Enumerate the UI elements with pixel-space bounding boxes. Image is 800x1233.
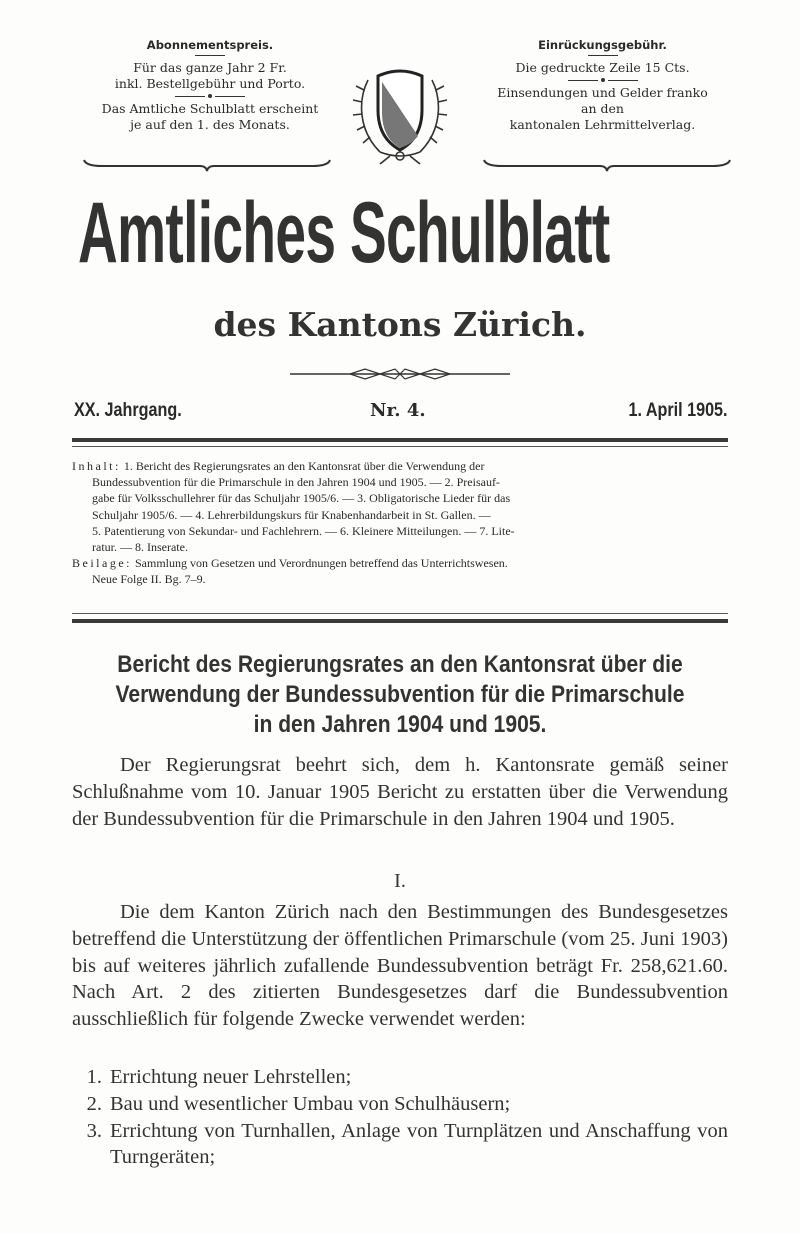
insertion-fee-box xyxy=(470,38,735,133)
subscription-line: inkl. Bestellgebühr und Porto. xyxy=(114,76,306,91)
divider xyxy=(588,55,618,56)
volume-label: XX. Jahrgang. xyxy=(74,400,182,421)
supplement-line: Neue Folge II. Bg. 7–9. xyxy=(92,572,206,587)
header-rule-thick xyxy=(72,438,728,442)
brace-right xyxy=(482,158,732,172)
section-number: I. xyxy=(394,870,406,892)
purpose-list xyxy=(72,1064,728,1171)
list-number: 3. xyxy=(86,1119,102,1142)
contents-line: ratur. — 8. Inserate. xyxy=(92,540,188,555)
paragraph-1: Die dem Kanton Zürich nach den Bestimmungen des Bundesgesetzes betreffend die Unterstützung der öffentlichen Primarschule (vom 25. Juni 1903) bis auf weiteres jährlich zufallende Bundessubvention beträgt Fr. 258,621.60. Nach Art. 2 des zitierten Bundesgesetzes darf die Bundessubvention ausschließlich für folgende Zwecke verwendet werden: xyxy=(72,901,728,1031)
contents-line: Schuljahr 1905/6. — 4. Lehrerbildungskurs für Knabenhandarbeit in St. Gallen. — xyxy=(92,507,491,522)
insertion-line: an den xyxy=(581,101,624,116)
list-number: 1. xyxy=(86,1066,102,1088)
divider xyxy=(195,55,225,56)
contents-line: Bundessubvention für die Primarschule in den Jahren 1904 und 1905. — 2. Preisauf- xyxy=(92,475,500,490)
article-title-line: Verwendung der Bundessubvention für die Primarschule xyxy=(115,681,685,708)
coat-of-arms-icon xyxy=(340,60,460,170)
intro-paragraph: Der Regierungsrat beehrt sich, dem h. Kantonsrate gemäß seiner Schlußnahme vom 10. Januar 1905 Bericht zu erstatten über die Verwendung der Bundessubvention für die Primarschule in den Jahren 1904 und 1905. xyxy=(72,754,728,830)
list-text: Errichtung von Turnhallen, Anlage von Turnplätzen und Anschaffung von Turngeräten; xyxy=(110,1119,728,1169)
ornament-rule xyxy=(290,367,510,381)
subscription-heading: Abonnementspreis. xyxy=(146,38,274,52)
subscription-price-box xyxy=(85,38,335,133)
issue-number: Nr. 4. xyxy=(370,400,426,421)
ornament-divider xyxy=(85,94,335,98)
subscription-line: Für das ganze Jahr 2 Fr. xyxy=(133,60,287,75)
table-of-contents xyxy=(72,458,728,588)
article-paragraph xyxy=(72,899,728,1033)
list-text: Errichtung neuer Lehrstellen; xyxy=(110,1066,352,1088)
article-title xyxy=(40,650,760,740)
issue-date: 1. April 1905. xyxy=(628,400,728,421)
page-title: Amtliches Schulblatt xyxy=(78,185,610,281)
contents-line: 5. Patentierung von Sekundar- und Fachlehrern. — 6. Kleinere Mitteilungen. — 7. Lite- xyxy=(92,523,515,538)
ornament-divider xyxy=(470,78,735,82)
contents-rule-thick xyxy=(72,619,728,623)
supplement-label: Beilage: xyxy=(72,556,132,571)
list-item xyxy=(72,1091,728,1118)
list-item xyxy=(72,1118,728,1172)
insertion-line: Die gedruckte Zeile 15 Cts. xyxy=(515,60,690,75)
supplement-line: Beilage: Sammlung von Gesetzen und Verordnungen betreffend das Unterrichtswesen. xyxy=(72,556,508,571)
subscription-line: je auf den 1. des Monats. xyxy=(130,117,290,132)
contents-line: Inhalt: 1. Bericht des Regierungsrates an den Kantonsrat über die Verwendung der xyxy=(72,459,485,473)
article-title-line: Bericht des Regierungsrates an den Kantonsrat über die xyxy=(117,651,683,678)
contents-label: Inhalt: xyxy=(72,459,121,473)
contents-rule-thin xyxy=(72,613,728,614)
insertion-line: Einsendungen und Gelder franko xyxy=(497,85,708,100)
page-subtitle: des Kantons Zürich. xyxy=(213,305,587,344)
insertion-line: kantonalen Lehrmittelverlag. xyxy=(509,117,696,132)
list-text: Bau und wesentlicher Umbau von Schulhäusern; xyxy=(110,1092,511,1115)
article-title-line: in den Jahren 1904 und 1905. xyxy=(253,711,547,738)
list-item xyxy=(72,1064,728,1091)
list-number: 2. xyxy=(86,1092,102,1115)
brace-left xyxy=(82,158,332,172)
contents-line: gabe für Volksschullehrer für das Schuljahr 1905/6. — 3. Obligatorische Lieder für das xyxy=(92,491,511,506)
subscription-line: Das Amtliche Schulblatt erscheint xyxy=(101,101,319,116)
insertion-heading: Einrückungsgebühr. xyxy=(538,38,667,52)
article-intro xyxy=(72,752,728,832)
header-rule-thin xyxy=(72,446,728,447)
